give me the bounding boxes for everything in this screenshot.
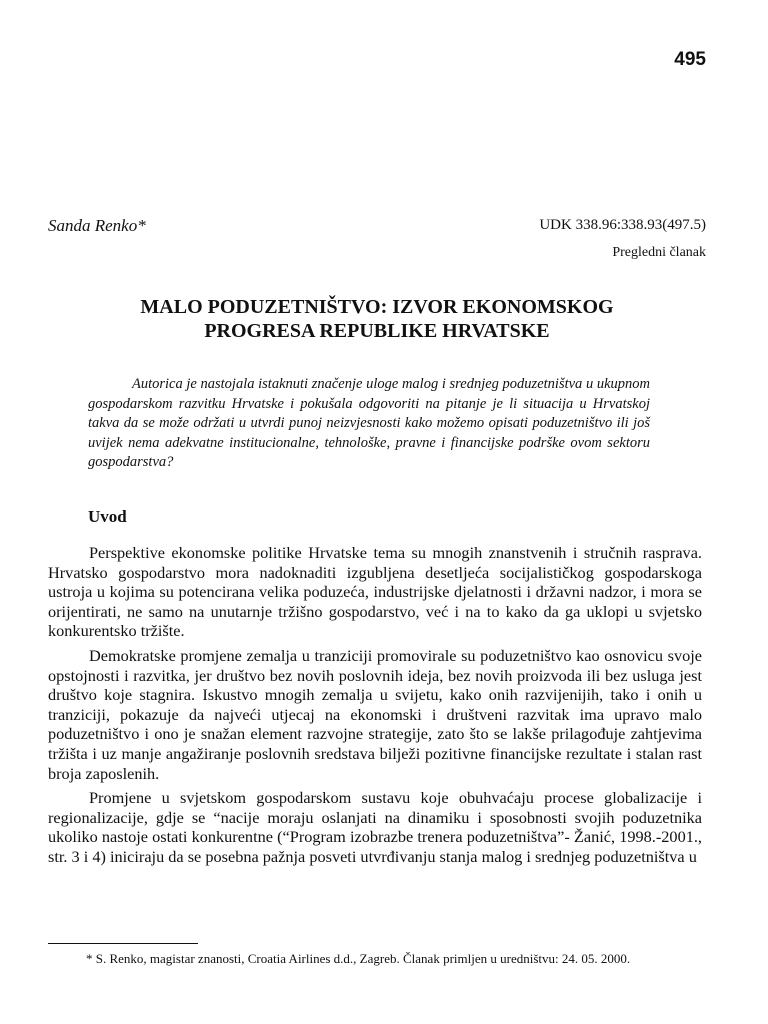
page-number: 495 [674, 49, 706, 70]
article-title [48, 295, 706, 343]
paragraph-3: Promjene u svjetskom gospodarskom sustavu koje obuhvaćaju procese globalizacije i regionalizacije, gdje se “nacije moraju oslanjati na dinamiku i sposobnosti svojih poduzetnika ukoliko nastoje ostati konkurentne (“Program izobrazbe trenera poduzetništva”- Žanić, 1998.-2001., str. 3 i 4) iniciraju da se posebna pažnja posveti utvrđivanju stanja malog i srednjeg poduzetništva u [48, 788, 702, 866]
section-heading: Uvod [88, 507, 127, 526]
article-title-line-1: MALO PODUZETNIŠTVO: IZVOR EKONOMSKOG [140, 296, 614, 318]
article-type: Pregledni članak [612, 245, 706, 260]
paragraph-2: Demokratske promjene zemalja u tranziciji promovirale su poduzetništvo kao osnovicu svoje opstojnosti i razvitka, jer društvo bez novih poslovnih ideja, bez novih proizvoda ili bez usluga jest društvo koje stagnira. Iskustvo mnogih zemalja u svijetu, kako onih razvijenijih, tako i onih u tranziciji, pokazuje da najveći utjecaj na ekonomski i društveni razvitak ima upravo malo poduzetništvo i ono je snažan element razvojne strategije, zato što se lakše prilagođuje zahtjevima tržišta i uz manje angažiranje poslovnih sredstava bilježi pozitivne financijske rezultate i stalan rast broja zaposlenih. [48, 645, 702, 783]
author-name: Sanda Renko* [48, 216, 146, 235]
abstract: Autorica je nastojala istaknuti značenje uloge malog i srednjeg poduzetništva u ukupnom gospodarskom razvitku Hrvatske i pokušala odgovoriti na pitanje je li situacija u Hrvatskoj takva da se može održati u utvrdi punoj neizvjesnosti kako možemo opisati poduzetništvo ili još uvijek nema adekvatne institucionalne, tehnološke, pravne i financijske podrške ovom sektoru gospodarstva? [88, 376, 650, 470]
footnote: * S. Renko, magistar znanosti, Croatia Airlines d.d., Zagreb. Članak primljen u uredništvu: 24. 05. 2000. [86, 951, 631, 966]
udk-classification: UDK 338.96:338.93(497.5) [539, 217, 706, 233]
footnote-divider [48, 943, 198, 944]
article-title-line-2: PROGRESA REPUBLIKE HRVATSKE [204, 320, 550, 342]
body-text [48, 543, 702, 872]
paragraph-1: Perspektive ekonomske politike Hrvatske tema su mnogih znanstvenih i stručnih rasprava. Hrvatsko gospodarstvo mora nadoknaditi izgubljena desetljeća socijalističkog gospodarskoga ustroja u kojima su potencirana velika poduzeća, industrijske djelatnosti i državni nadzor, i mora se orijentirati, ne samo na unutarnje tržišno gospodarstvo, već i na to kako da ga uklopi u svjetsko konkurentsko tržište. [48, 543, 702, 641]
